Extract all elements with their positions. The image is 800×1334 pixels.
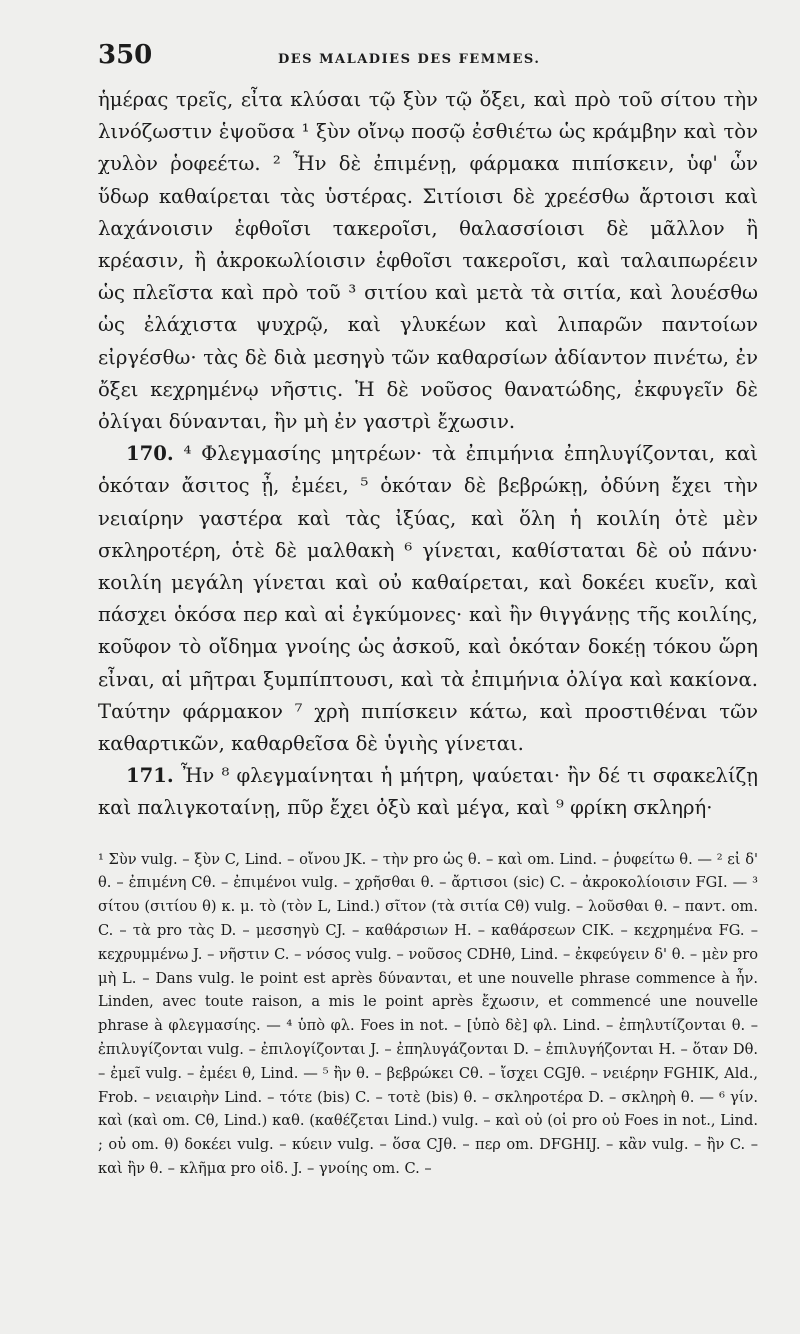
paragraph-continuation: ἡμέρας τρεῖς, εἶτα κλύσαι τῷ ξὺν τῷ ὄξει, καὶ πρὸ τοῦ σίτου τὴν λινόζωστιν ἑψοῦσα ¹ ξὺν οἴνῳ ποσῷ ἐσθιέτω ὡς κράμβην καὶ τὸν χυλὸν ῥοφεέτω. ² Ἦν δὲ ἐπιμένῃ, φάρμακα πιπίσκειν, ὑφ' ὧν ὕδωρ καθαίρεται τὰς ὑστέρας. Σιτίοισι δὲ χρεέσθω ἄρτοισι καὶ λαχάνοισιν ἑφθοῖσι τακεροῖσι, θαλασσίοισι δὲ μᾶλλον ἢ κρέασιν, ἢ ἀκροκωλίοισιν ἑφθοῖσι τακεροῖσι, καὶ ταλαιπωρέειν ὡς πλεῖστα καὶ πρὸ τοῦ ³ σιτίου καὶ μετὰ τὰ σιτία, καὶ λουέσθω ὡς ἐλάχιστα ψυχρῷ, καὶ γλυκέων καὶ λιπαρῶν παντοίων εἰργέσθω· τὰς δὲ διὰ μεσηγὺ τῶν καθαρσίων ἀδίαντον πινέτω, ἐν ὄξει κεχρημένῳ νῆστις. Ἡ δὲ νοῦσος θανατώδης, ἐκφυγεῖν δὲ ὀλίγαι δύνανται, ἢν μὴ ἐν γαστρὶ ἔχωσιν. [98,88,758,434]
footnotes [98,848,758,1181]
section-number: 170. [126,442,174,466]
section-text: Ἦν ⁸ φλεγμαίνηται ἡ μήτρη, ψαύεται· ἢν δέ τι σφακελίζῃ καὶ παλιγκοταίνῃ, πῦρ ἔχει ὀξὺ καὶ μέγα, καὶ ⁹ φρίκη σκληρή· [98,764,758,820]
page-number: 350 [98,40,153,70]
section-text: ⁴ Φλεγμασίης μητρέων· τὰ ἐπιμήνια ἐπηλυγίζονται, καὶ ὁκόταν ἄσιτος ᾖ, ἐμέει, ⁵ ὁκόταν δὲ βεβρώκῃ, ὀδύνη ἔχει τὴν νειαίρην γαστέρα καὶ τὰς ἰξύας, καὶ ὅλη ἡ κοιλίη ὁτὲ μὲν σκληροτέρη, ὁτὲ δὲ μαλθακὴ ⁶ γίνεται, καθίσταται δὲ οὐ πάνυ· κοιλίη μεγάλη γίνεται καὶ οὐ καθαίρεται, καὶ δοκέει κυεῖν, καὶ πάσχει ὁκόσα περ καὶ αἱ ἐγκύμονες· καὶ ἢν θιγγάνῃς τῆς κοιλίης, κοῦφον τὸ οἴδημα γνοίης ὡς ἀσκοῦ, καὶ ὁκόταν δοκέῃ τόκου ὥρη εἶναι, αἱ μῆτραι ξυμπίπτουσι, καὶ τὰ ἐπιμήνια ὀλίγα καὶ κακίονα. Ταύτην φάρμακον ⁷ χρὴ πιπίσκειν κάτω, καὶ προστιθέναι τῶν καθαρτικῶν, καθαρθεῖσα δὲ ὑγιὴς γίνεται. [98,442,758,756]
footnote-text: ¹ Σὺν vulg. – ξὺν C, Lind. – οἴνου JK. – τὴν pro ὡς θ. – καὶ om. Lind. – ῥυφείτω θ. — ² εἰ δ' θ. – ἐπιμένη Cθ. – ἐπιμένοι vulg. – χρῆσθαι θ. – ἄρτισοι (sic) C. – ἀκροκολίοισιν FGI. — ³ σίτου (σιτίου θ) κ. μ. τὸ (τὸν L, Lind.) σῖτον (τὰ σιτία Cθ) vulg. – λοῦσθαι θ. – παντ. om. C. – τὰ pro τὰς D. – μεσσηγὺ CJ. – καθάρσιων H. – καθάρσεων CIK. – κεχρημένα FG. – κεχρυμμένω J. – νῆστιν C. – νόσος vulg. – νοῦσος CDHθ, Lind. – ἐκφεύγειν δ' θ. – μὲν pro μὴ L. – Dans vulg. le point est après δύνανται, et une nouvelle phrase commence à ἦν. Linden, avec toute raison, a mis le point après ἔχωσιν, et commencé une nouvelle phrase à φλεγμασίης. — ⁴ ὑπὸ φλ. Foes in not. – [ὑπὸ δὲ] φλ. Lind. – ἐπηλυτίζονται θ. – ἐπιλυγίζονται vulg. – ἐπιλογίζονται J. – ἐπηλυγάζονται D. – ἐπιλυγήζονται H. – ὅταν Dθ. – ἐμεῖ vulg. – ἐμέει θ, Lind. — ⁵ ἢν θ. – βεβρώκει Cθ. – ἴσχει CGJθ. – νειέρην FGHIK, Ald., Frob. – νειαιρὴν Lind. – τότε (bis) C. – τοτὲ (bis) θ. – σκληροτέρα D. – σκληρὴ θ. — ⁶ γίν. καὶ (καὶ om. Cθ, Lind.) καθ. (καθέζεται Lind.) vulg. – καὶ οὐ (οἱ pro οὐ Foes in not., Lind. ; οὐ om. θ) δοκέει vulg. – κύειν vulg. – ὅσα CJθ. – περ om. DFGHIJ. – κἂν vulg. – ἢν C. – καὶ ἢν θ. – κλῆμα pro οἰδ. J. – γνοίης om. C. – [98,850,758,1178]
main-text [98,84,758,825]
running-head [98,40,758,80]
paragraph-section-171 [98,760,758,824]
paragraph-section-170 [98,438,758,760]
running-title: DES MALADIES DES FEMMES. [278,52,541,67]
section-number: 171. [126,764,174,788]
